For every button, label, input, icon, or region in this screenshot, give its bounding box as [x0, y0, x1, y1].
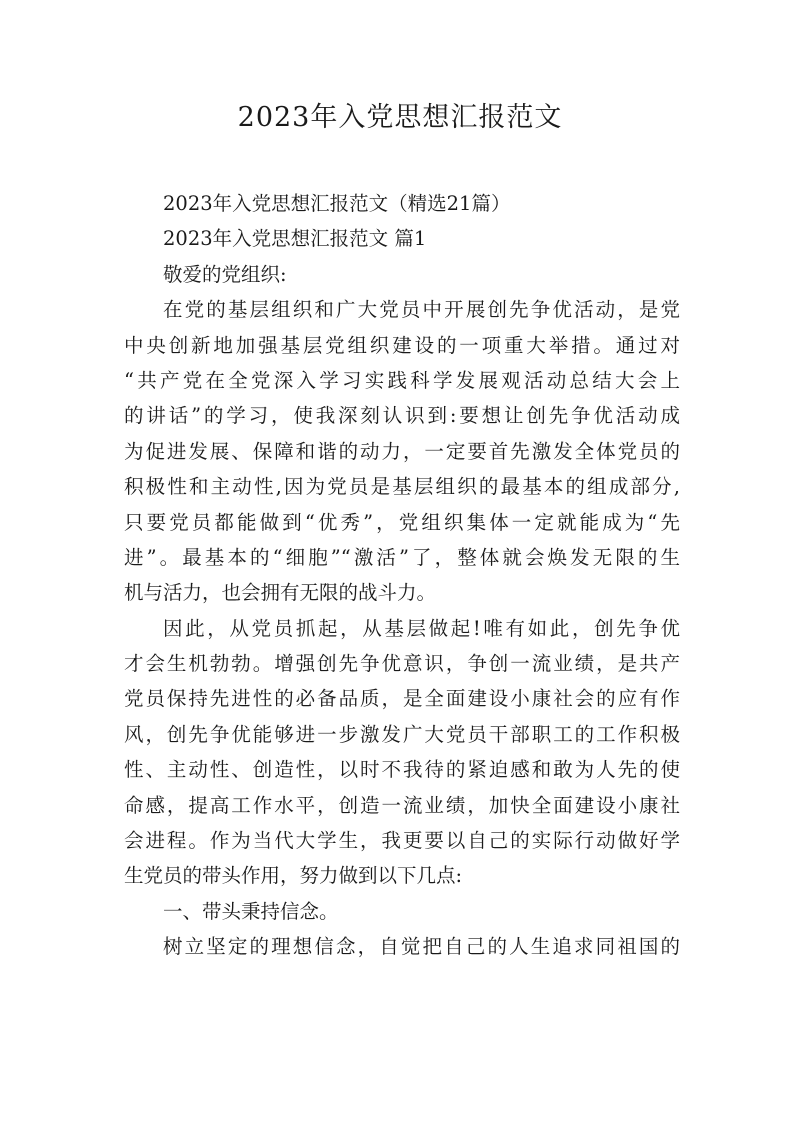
body-line: 只要党员都能做到“优秀”，党组织集体一定就能成为“先 — [124, 510, 680, 534]
body-line: 的讲话”的学习，使我深刻认识到:要想让创先争优活动成 — [124, 404, 680, 428]
document-title: 2023年入党思想汇报范文 — [237, 102, 563, 133]
document-body — [124, 186, 680, 965]
body-line: 积极性和主动性,因为党员是基层组织的最基本的组成部分, — [124, 475, 680, 499]
body-line: 2023年入党思想汇报范文（精选21篇） — [163, 192, 511, 215]
body-line: 敬爱的党组织: — [163, 262, 287, 286]
body-line: 才会生机勃勃。增强创先争优意识，争创一流业绩，是共产 — [124, 652, 680, 676]
body-line: 中央创新地加强基层党组织建设的一项重大举措。通过对 — [124, 333, 680, 357]
body-line: 进”。最基本的“细胞”“激活”了，整体就会焕发无限的生 — [124, 545, 680, 569]
body-line: 风，创先争优能够进一步激发广大党员干部职工的工作积极 — [124, 722, 680, 746]
body-line: 会进程。作为当代大学生，我更要以自己的实际行动做好学 — [124, 829, 680, 853]
body-line: 生党员的带头作用，努力做到以下几点: — [124, 864, 463, 888]
body-line: 命感，提高工作水平，创造一流业绩，加快全面建设小康社 — [124, 793, 680, 817]
body-line: 机与活力，也会拥有无限的战斗力。 — [124, 581, 437, 605]
body-line: 性、主动性、创造性，以时不我待的紧迫感和敢为人先的使 — [124, 758, 680, 782]
body-line: 为促进发展、保障和谐的动力，一定要首先激发全体党员的 — [124, 439, 680, 463]
body-line: 一、带头秉持信念。 — [163, 899, 339, 923]
body-line: 因此，从党员抓起，从基层做起!唯有如此，创先争优 — [163, 616, 680, 640]
body-line: “共产党在全党深入学习实践科学发展观活动总结大会上 — [124, 368, 680, 392]
body-line: 在党的基层组织和广大党员中开展创先争优活动，是党 — [163, 298, 680, 322]
body-line: 2023年入党思想汇报范文 篇1 — [163, 227, 427, 251]
body-line: 树立坚定的理想信念，自觉把自己的人生追求同祖国的 — [163, 935, 680, 959]
body-line: 党员保持先进性的必备品质，是全面建设小康社会的应有作 — [124, 687, 680, 711]
